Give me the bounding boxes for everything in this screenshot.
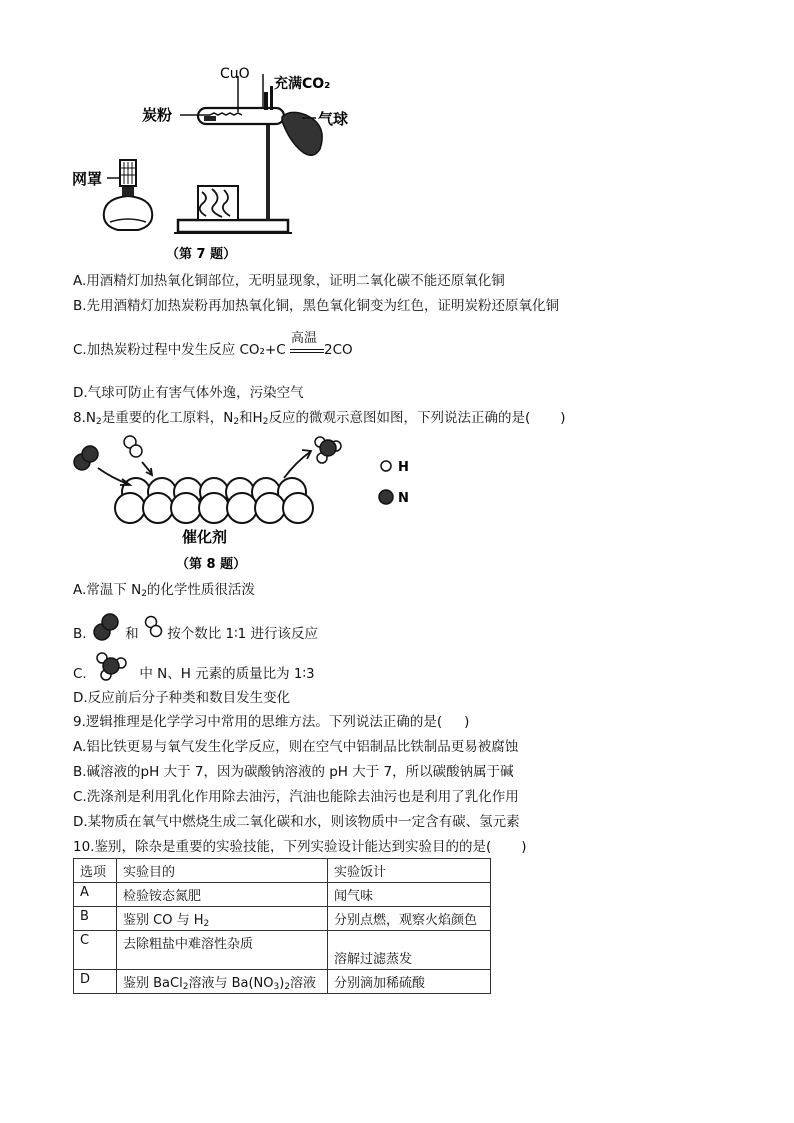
q9-option-a: A.铝比铁更易与氧气发生化学反应，则在空气中铝制品比铁制品更易被腐蚀 — [73, 739, 519, 755]
label-carbon-powder: 炭粉 — [142, 106, 173, 124]
stand-base — [178, 220, 288, 232]
nh3-molecule-icon — [91, 649, 135, 683]
q9-option-c: C.洗涤剂是利用乳化作用除去油污，汽油也能除去油污也是利用了乳化作用 — [73, 789, 519, 805]
legend-h-circle — [381, 461, 391, 471]
table-header-row — [74, 859, 491, 883]
label-cuo: CuO — [220, 66, 250, 82]
q7-option-d: D.气球可防止有害气体外逸，污染空气 — [73, 385, 304, 401]
alcohol-lamp — [104, 196, 152, 230]
n2-molecule-icon — [91, 610, 121, 644]
q7-option-c-post: 2CO — [324, 342, 353, 358]
balloon-shape — [282, 112, 322, 155]
table-row: D 鉴别 BaCl$_2$溶液与 $Ba(NO_3)_2$溶液 分别滴加稀硫酸 — [74, 970, 491, 994]
q7-caption: （第 7 题） — [166, 247, 237, 262]
legend-n: N — [398, 491, 409, 506]
table-row: A 检验铵态氮肥 闻气味 — [74, 883, 491, 907]
label-balloon: 气球 — [318, 110, 349, 128]
q8-option-a: A.常温下 $N_2$的化学性质很活泼 — [73, 582, 255, 599]
q7-option-c-pre: C.加热炭粉过程中发生反应 CO₂+C — [73, 342, 286, 358]
q9-option-d: D.某物质在氧气中燃烧生成二氧化碳和水，则该物质中一定含有碳、氢元素 — [73, 814, 520, 830]
q7-option-c — [73, 331, 353, 359]
q7-option-a: A.用酒精灯加热氧化铜部位，无明显现象，证明二氧化碳不能还原氧化铜 — [73, 273, 505, 289]
q8-option-b: B. 和 按个数比 1∶1 进行该反应 — [73, 624, 318, 644]
q7-option-b: B.先用酒精灯加热炭粉再加热氧化铜，黑色氧化铜变为红色，证明炭粉还原氧化铜 — [73, 298, 560, 314]
header-design: 实验饭计 — [328, 859, 491, 883]
legend-n-circle — [379, 490, 393, 504]
label-mesh: 网罩 — [72, 170, 103, 188]
reaction-condition — [290, 331, 324, 359]
legend-h: H — [398, 460, 409, 475]
table-row: C 去除粗盐中难溶性杂质 溶解过滤蒸发 — [74, 931, 491, 970]
q8-option-d: D.反应前后分子种类和数目发生变化 — [73, 690, 291, 706]
table-row: B 鉴别 CO 与 $H_2$ 分别点燃，观察火焰颜色 — [74, 907, 491, 931]
q9-stem: 9.逻辑推理是化学学习中常用的思维方法。下列说法正确的是( ) — [73, 714, 470, 730]
h2-molecule-icon — [143, 613, 163, 643]
q8-caption: （第 8 题） — [176, 557, 247, 572]
q8-catalyst-figure — [70, 432, 430, 574]
q8-stem: $8.N_2$是重要的化工原料，$N_2$和$H_2$反应的微观示意图如图，下列说法正确的是( ) — [73, 410, 566, 427]
q9-option-b: B.碱溶液的pH 大于 7，因为碳酸钠溶液的 pH 大于 7，所以碳酸钠属于碱 — [73, 764, 514, 780]
condition-high-temp: 高温 — [291, 331, 318, 346]
q7-apparatus-figure — [70, 62, 390, 264]
header-option: 选项 — [74, 859, 117, 883]
stand-rod — [266, 120, 270, 220]
catalyst-label: 催化剂 — [182, 528, 228, 546]
header-goal: 实验目的 — [117, 859, 328, 883]
q10-stem: 10.鉴别，除杂是重要的实验技能，下列实验设计能达到实验目的的是( ) — [73, 839, 527, 855]
q10-table — [73, 858, 491, 994]
q8-option-c: C. 中 N、H 元素的质量比为 1∶3 — [73, 665, 315, 683]
label-co2: 充满CO₂ — [274, 76, 331, 92]
